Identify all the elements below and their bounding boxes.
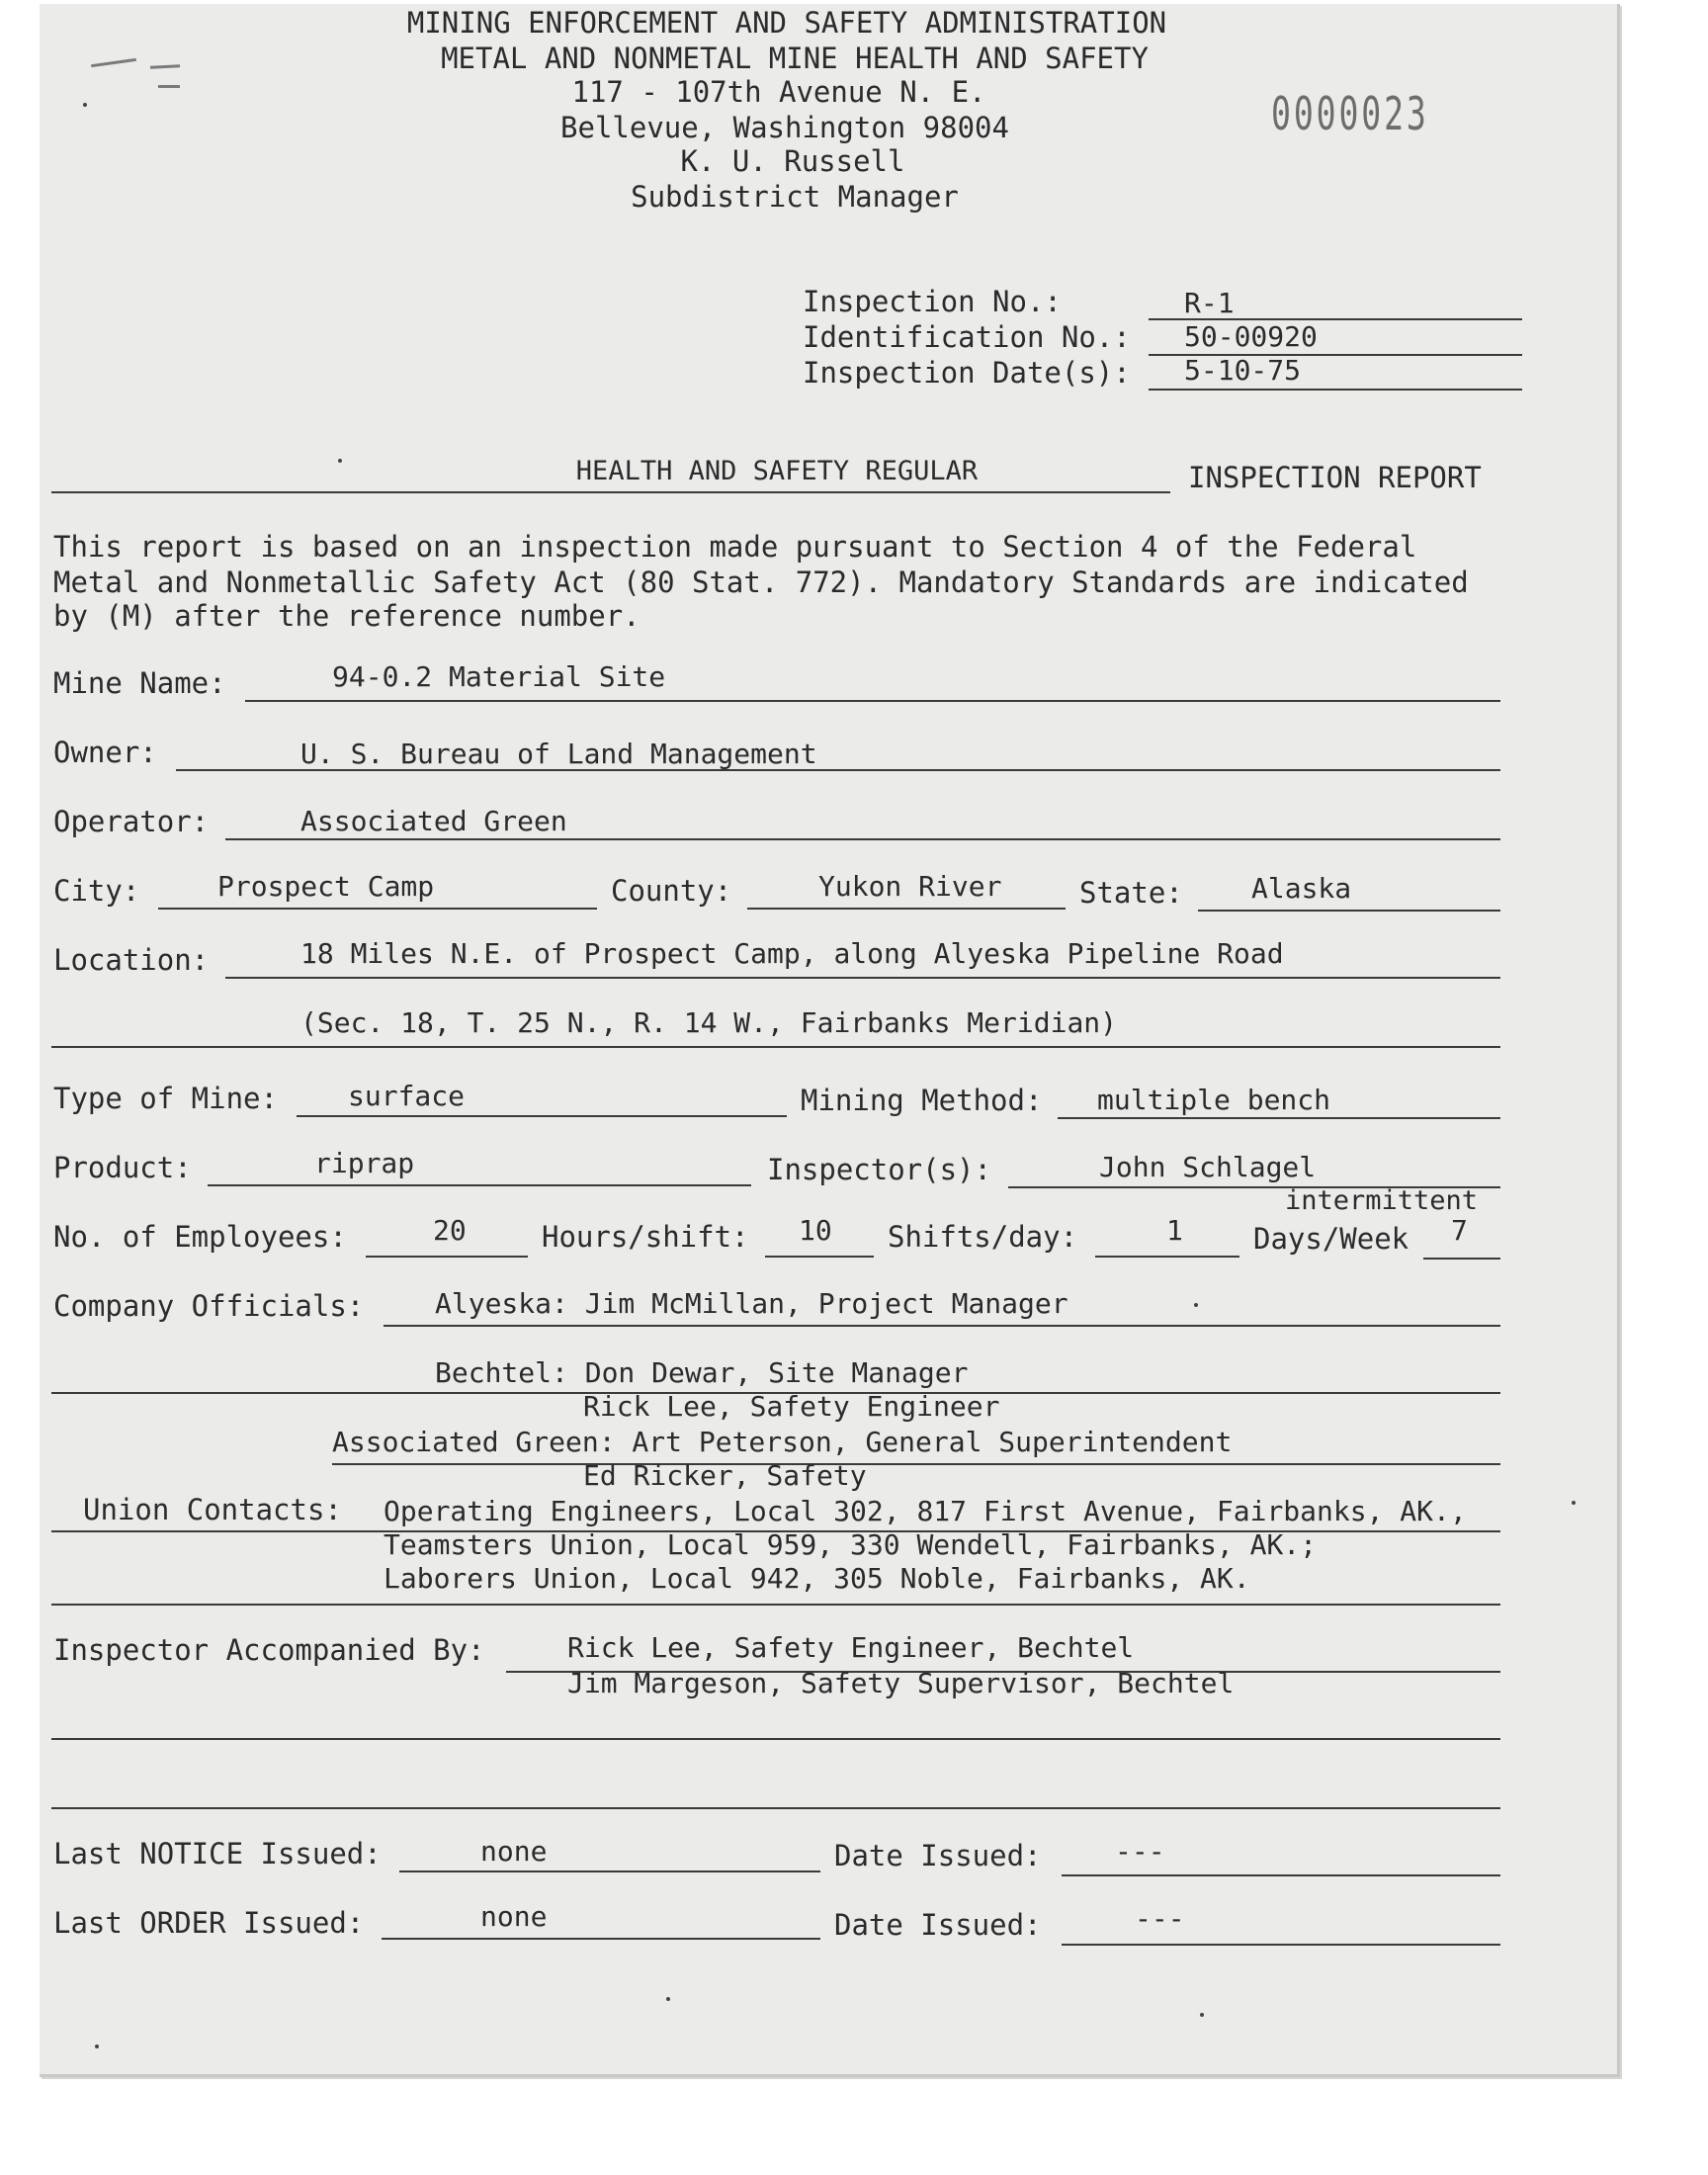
manager-name: K. U. Russell	[680, 144, 905, 178]
shifts-day-label: Shifts/day:	[888, 1220, 1078, 1254]
county-value: Yukon River	[818, 870, 1002, 903]
notice-date-label: Date Issued:	[834, 1839, 1042, 1872]
scan-mark	[158, 85, 180, 88]
mine-name-value: 94-0.2 Material Site	[332, 660, 666, 693]
last-notice-label: Last NOTICE Issued:	[53, 1837, 382, 1870]
location-line-2	[51, 1046, 1500, 1048]
official-line-3: Rick Lee, Safety Engineer	[583, 1390, 1000, 1423]
order-date-line	[1062, 1944, 1500, 1946]
type-of-mine-value: surface	[348, 1080, 466, 1112]
inspection-dates-label: Inspection Date(s):	[803, 356, 1131, 390]
order-date-value: ---	[1135, 1902, 1185, 1935]
manager-title: Subdistrict Manager	[631, 180, 959, 214]
last-notice-line	[399, 1870, 820, 1872]
mining-method-line	[1058, 1117, 1500, 1119]
scan-speck	[666, 1997, 670, 2001]
inspection-dates-value: 5-10-75	[1184, 354, 1302, 387]
location-value-2: (Sec. 18, T. 25 N., R. 14 W., Fairbanks Meridian)	[300, 1006, 1118, 1039]
state-value: Alaska	[1251, 872, 1352, 905]
county-line	[747, 908, 1066, 910]
product-label: Product:	[53, 1151, 192, 1184]
last-order-label: Last ORDER Issued:	[53, 1906, 365, 1940]
scan-speck	[1572, 1501, 1576, 1505]
scan-speck	[83, 103, 87, 107]
employees-line	[366, 1256, 528, 1258]
blank-line-1	[51, 1738, 1500, 1740]
official-line-1: Alyeska: Jim McMillan, Project Manager	[435, 1287, 1068, 1320]
state-label: State:	[1079, 876, 1183, 910]
intro-line-2: Metal and Nonmetallic Safety Act (80 Stat. 772). Mandatory Standards are indicated	[53, 566, 1469, 599]
accompanied-by-label: Inspector Accompanied By:	[53, 1633, 485, 1667]
official-line-5: Ed Ricker, Safety	[583, 1459, 867, 1492]
city-value: Prospect Camp	[217, 870, 435, 903]
accompanied-line-2: Jim Margeson, Safety Supervisor, Bechtel	[567, 1667, 1235, 1699]
official-line-2: Bechtel: Don Dewar, Site Manager	[435, 1356, 969, 1389]
union-line-2: Teamsters Union, Local 959, 330 Wendell, Fairbanks, AK.;	[384, 1528, 1318, 1561]
accompanied-line-1: Rick Lee, Safety Engineer, Bechtel	[567, 1631, 1135, 1664]
employees-label: No. of Employees:	[53, 1220, 347, 1254]
last-notice-value: none	[480, 1835, 548, 1868]
days-week-note: intermittent	[1285, 1185, 1479, 1216]
identification-no-value: 50-00920	[1184, 320, 1318, 353]
intro-line-1: This report is based on an inspection made pursuant to Section 4 of the Federal	[53, 530, 1417, 564]
notice-date-line	[1062, 1874, 1500, 1876]
scan-speck	[1200, 2013, 1204, 2017]
blank-line-2	[51, 1807, 1500, 1809]
intro-line-3: by (M) after the reference number.	[53, 599, 640, 633]
inspectors-value: John Schlagel	[1099, 1151, 1317, 1183]
days-week-line	[1423, 1258, 1500, 1260]
hours-shift-value: 10	[799, 1214, 832, 1247]
shifts-day-value: 1	[1166, 1214, 1183, 1247]
employees-value: 20	[433, 1214, 467, 1247]
state-line	[1198, 910, 1500, 912]
location-line-1	[225, 977, 1500, 979]
last-order-line	[382, 1938, 820, 1940]
inspection-no-value: R-1	[1184, 287, 1235, 319]
hours-shift-line	[765, 1256, 874, 1258]
union-underline-3	[51, 1604, 1500, 1606]
mining-method-value: multiple bench	[1097, 1084, 1331, 1116]
county-label: County:	[611, 874, 732, 908]
identification-no-label: Identification No.:	[803, 320, 1131, 354]
union-contacts-label: Union Contacts:	[83, 1493, 342, 1526]
mining-method-label: Mining Method:	[801, 1084, 1043, 1117]
operator-value: Associated Green	[300, 805, 567, 837]
shifts-day-line	[1095, 1256, 1239, 1258]
city-address: Bellevue, Washington 98004	[560, 111, 1009, 144]
official-underline-1	[384, 1325, 1500, 1327]
scan-speck	[1194, 1303, 1198, 1307]
inspection-dates-line	[1149, 389, 1522, 391]
location-value-1: 18 Miles N.E. of Prospect Camp, along Alyeska Pipeline Road	[300, 937, 1284, 970]
operator-line	[225, 838, 1500, 840]
days-week-value: 7	[1451, 1214, 1468, 1247]
product-line	[208, 1184, 751, 1186]
last-order-value: none	[480, 1900, 548, 1933]
report-type-line	[51, 491, 1170, 493]
official-line-4: Associated Green: Art Peterson, General Superintendent	[332, 1426, 1233, 1458]
union-line-1: Operating Engineers, Local 302, 817 First Avenue, Fairbanks, AK.,	[384, 1495, 1467, 1527]
order-date-label: Date Issued:	[834, 1908, 1042, 1942]
owner-line	[176, 769, 1500, 771]
inspection-no-label: Inspection No.:	[803, 285, 1062, 318]
union-line-3: Laborers Union, Local 942, 305 Noble, Fairbanks, AK.	[384, 1562, 1250, 1595]
location-label: Location:	[53, 943, 210, 977]
agency-name: MINING ENFORCEMENT AND SAFETY ADMINISTRATION	[406, 6, 1167, 40]
report-suffix: INSPECTION REPORT	[1188, 461, 1482, 494]
division-name: METAL AND NONMETAL MINE HEALTH AND SAFETY	[441, 42, 1149, 75]
document-number: 0000023	[1271, 87, 1429, 140]
official-underline-4	[332, 1463, 1500, 1465]
operator-label: Operator:	[53, 805, 210, 838]
hours-shift-label: Hours/shift:	[542, 1220, 749, 1254]
type-of-mine-line	[297, 1115, 787, 1117]
product-value: riprap	[314, 1147, 415, 1179]
mine-name-line	[245, 700, 1500, 702]
city-label: City:	[53, 874, 140, 908]
type-of-mine-label: Type of Mine:	[53, 1082, 278, 1115]
company-officials-label: Company Officials:	[53, 1289, 365, 1323]
city-line	[158, 908, 597, 910]
report-type: HEALTH AND SAFETY REGULAR	[575, 456, 979, 486]
scan-speck	[95, 2044, 99, 2048]
street-address: 117 - 107th Avenue N. E.	[571, 75, 986, 109]
scan-speck	[338, 459, 342, 463]
inspectors-label: Inspector(s):	[767, 1153, 991, 1186]
mine-name-label: Mine Name:	[53, 666, 226, 700]
owner-label: Owner:	[53, 736, 157, 769]
owner-value: U. S. Bureau of Land Management	[300, 738, 817, 770]
notice-date-value: ---	[1115, 1835, 1165, 1868]
days-week-label: Days/Week	[1253, 1222, 1409, 1256]
